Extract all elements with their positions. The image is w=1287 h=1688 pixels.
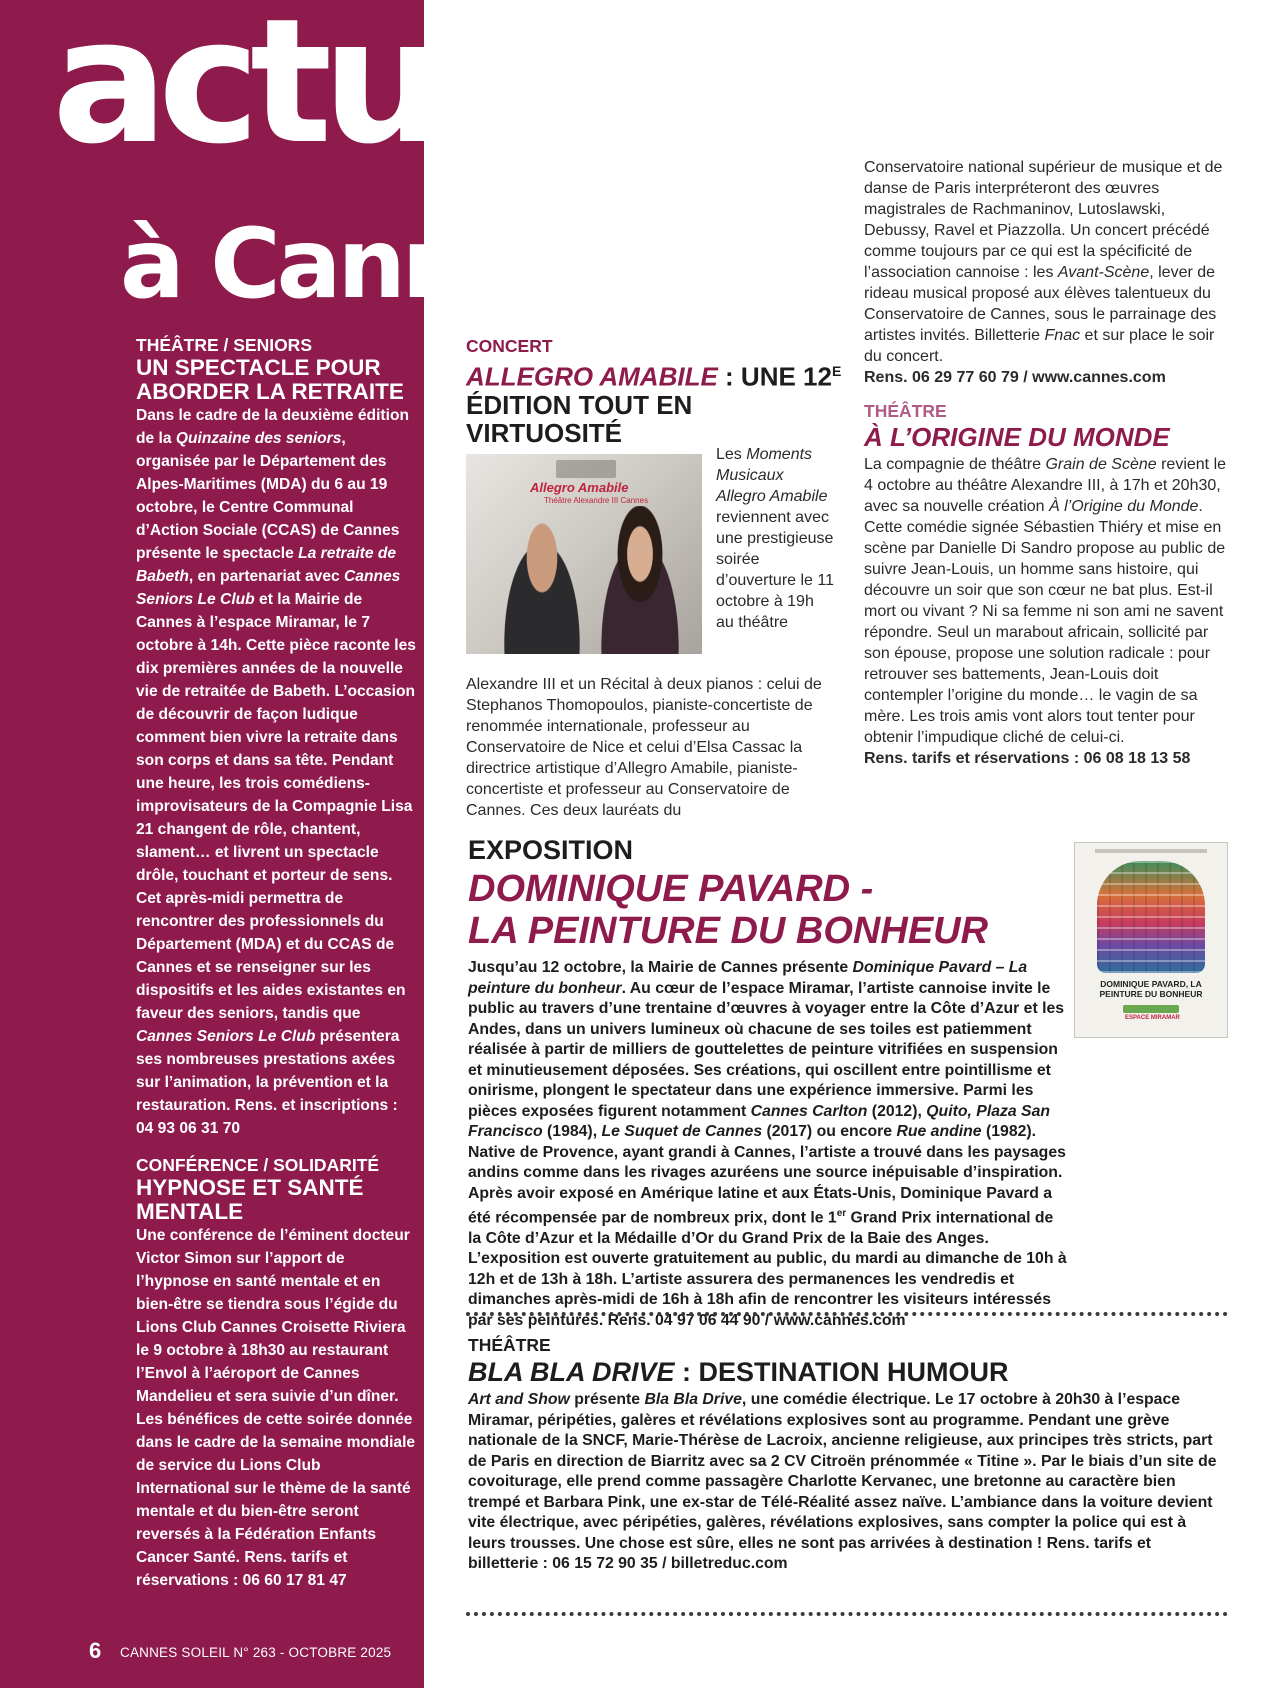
article-title: ALLEGRO AMABILE : UNE $12^E$ ÉDITION TOUT EN VIRTUOSITÉ <box>466 361 842 448</box>
painting-image <box>1097 861 1205 973</box>
logo <box>1123 1005 1179 1013</box>
article-body: Art and Show présente Bla Bla Drive, une comédie électrique. Le 17 octobre à 20h30 à l’espace Miramar, péripéties, galères et révélations explosives sont au programme. Pendant une grève nationale de la SNCF, Marie-Thérèse de Lacroix, ancienne religieuse, aux principes très stricts, part de Paris en direction de Biarritz avec sa 2 CV Citroën prénommée « Titine ». Par le biais d’un site de covoiturage, elle prend comme passagère Charlotte Kervanec, une bretonne au caractère bien trempé et Barbara Pink, une ex-star de Télé-Réalité assez naïve. L’ambiance dans la voiture devient vite électrique, avec péripéties, galères, révélations explosives, sans compter la police qui est à leurs trousses. Une chose est sûre, elles ne sont pas arrivées à destination ! Rens. tarifs et billetterie : 06 15 72 90 35 / billetreduc.com <box>468 1391 1217 1572</box>
article-body: Une conférence de l’éminent docteur Victor Simon sur l’apport de l’hypnose en santé mentale et en bien-être se tiendra sous l’égide du Lions Club Cannes Croisette Riviera le 9 octobre à 18h30 au restaurant l’Envol à l’aéroport de Cannes Mandelieu et sera suivie d’un dîner. Les bénéfices de cette soirée donnée dans le cadre de la semaine mondiale de service du Lions Club International sur le thème de la santé mentale et du bien-être seront reversés à la Fédération Enfants Cancer Santé. Rens. tarifs et réservations : 06 60 17 81 47 <box>136 1227 416 1589</box>
sidebar-article-hypnose <box>136 1154 418 1592</box>
concert-body-cont: Conservatoire national supérieur de musique et de danse de Paris interpréteront des œuvres magistrales de Rachmaninov, Lutoslawski, Debussy, Ravel et Piazzolla. Un concert précédé comme toujours par ce qui est la spécificité de l’association cannoise : les Avant-Scène, lever de rideau musical proposé aux élèves talentueux du Conservatoire de Cannes, sous le parrainage des artistes invités. Billetterie Fnac et sur place le soir du concert. Rens. 06 29 77 60 79 / www.cannes.com <box>864 159 1223 386</box>
sidebar-article-seniors <box>136 334 418 1140</box>
article-kicker: EXPOSITION <box>468 835 634 865</box>
article-kicker: THÉÂTRE <box>864 401 947 421</box>
article-kicker: THÉÂTRE / SENIORS <box>136 335 312 355</box>
article-title: UN SPECTACLE POUR ABORDER LA RETRAITE <box>136 355 404 404</box>
concert-header <box>466 335 846 447</box>
poster-header <box>1095 849 1207 853</box>
expo-header <box>468 834 1068 952</box>
article-title: HYPNOSE ET SANTÉ MENTALE <box>136 1175 364 1224</box>
page-number: 6 <box>89 1638 102 1663</box>
concert-photo <box>466 454 702 654</box>
expo-body-top: Jusqu’au 12 octobre, la Mairie de Cannes présente Dominique Pavard – La peinture du bonheur. Au cœur de l’espace Miramar, l’artiste cannoise invite le public au travers d’une trentaine d’œuvres à voyager entre la Côte d’Azur et les Andes, dans un univers lumineux où chacune de ses toiles est patiemment réalisée à partir de milliers de gouttelettes de peinture vitrifiées en suspension et minutieusement déposées. Ses créations, qui oscillent entre pointillisme et onirisme, plongent le spectateur dans une expérience immersive. Parmi les pièces exposées figurent notamment Cannes Carlton (2012), Quito, Plaza San Francisco (1984), Le Suquet de Cannes (2017) ou encore Rue andine (1982). Native de Provence, ayant grandi à Cannes, l’artiste a trouvé dans les paysages andins comme dans les rivages azuréens une source inépuisable d’inspiration. Après avoir exposé en Amérique latine et aux États-Unis, Dominique Pavard a été récompensée par de nombreux prix, dont le 1er Grand Prix international de la Côte d’Azur et la Médaille d’Or du Grand Prix de la Baie des Anges. L’exposition est ouverte gratuitement au public, du mardi au dimanche de 10h à 12h et de 13h à 18h. L’artiste assurera des permanences les vendredis et dimanches après-midi de 16h à 18h afin de rencontrer les visiteurs intéressés par ses peintures. Rens. 04 97 06 44 90 / www.cannes.com <box>468 959 1067 1329</box>
logo <box>556 460 616 478</box>
poster-title: DOMINIQUE PAVARD, LA PEINTURE DU BONHEUR <box>1099 979 1203 999</box>
article-kicker: THÉÂTRE <box>468 1335 551 1355</box>
theatre-article-origine <box>864 400 1230 769</box>
issue-label: CANNES SOLEIL N° 263 - OCTOBRE 2025 <box>120 1645 392 1660</box>
article-title: À L’ORIGINE DU MONDE <box>864 422 1170 452</box>
photo-subtitle: Théâtre Alexandre III Cannes <box>544 496 649 505</box>
section-divider <box>466 1312 1228 1316</box>
masthead-title: actus <box>52 0 528 182</box>
concert-side-text: Les Moments Musicaux Allegro Amabile reviennent avec une prestigieuse soirée d’ouverture le 11 octobre à 19h au théâtre <box>716 446 834 631</box>
contact-info: Rens. 06 29 77 60 79 / www.cannes.com <box>864 369 1166 386</box>
article-kicker: CONFÉRENCE / SOLIDARITÉ <box>136 1155 380 1175</box>
photo-title: Allegro Amabile <box>530 480 629 495</box>
theatre-article-blabla <box>468 1334 1224 1575</box>
article-body: Dans le cadre de la deuxième édition de la Quinzaine des seniors, organisée par le Département des Alpes-Maritimes (MDA) du 6 au 19 octobre, le Centre Communal d’Action Sociale (CCAS) de Cannes présente le spectacle La retraite de Babeth, en partenariat avec Cannes Seniors Le Club et la Mairie de Cannes à l’espace Miramar, le 7 octobre à 14h. Cette pièce raconte les dix premières années de la nouvelle vie de retraitée de Babeth. L’occasion de découvrir de façon ludique comment bien vivre la retraite dans son corps et dans sa tête. Pendant une heure, les trois comédiens-improvisateurs de la Compagnie Lisa 21 changent de rôle, chantent, slament… et livrent un spectacle drôle, touchant et porteur de sens. Cet après-midi permettra de rencontrer des professionnels du Département (MDA) et du CCAS de Cannes et se renseigner sur les dispositifs et les aides existantes en faveur des seniors, tandis que Cannes Seniors Le Club présentera ses nombreuses prestations axées sur l’animation, la prévention et la restauration. Rens. et inscriptions : 04 93 06 31 70 <box>136 407 416 1137</box>
pianist-portrait <box>494 516 590 654</box>
article-title: BLA BLA DRIVE : DESTINATION HUMOUR <box>468 1357 1009 1387</box>
masthead-subtitle: à Cannes <box>120 208 581 320</box>
poster-venue: ESPACE MIRAMAR <box>1125 1015 1180 1021</box>
pianist-portrait <box>588 506 692 654</box>
expo-poster <box>1074 842 1228 1038</box>
contact-info: Rens. tarifs et réservations : 06 08 18 13 58 <box>864 750 1191 767</box>
article-title: DOMINIQUE PAVARD - LA PEINTURE DU BONHEUR <box>468 868 989 952</box>
article-body: La compagnie de théâtre Grain de Scène revient le 4 octobre au théâtre Alexandre III, à 17h et 20h30, avec sa nouvelle création À l’Origine du Monde. Cette comédie signée Sébastien Thiéry et mise en scène par Danielle Di Sandro propose au public de suivre Jean-Louis, un homme sans histoire, qui découvre un soir que son cœur ne bat plus. Est-il mort ou vivant ? Ni sa femme ni son ami ne savent répondre. Seul un marabout africain, sollicité par son épouse, propose une solution radicale : pour retrouver ses battements, Jean-Louis doit contempler l’origine du monde… le vagin de sa mère. Les trois amis vont alors tout tenter pour obtenir l’impudique cliché de celui-ci. Rens. tarifs et réservations : 06 08 18 13 58 <box>864 456 1227 767</box>
concert-body: Alexandre III et un Récital à deux pianos : celui de Stephanos Thomopoulos, pianiste-concertiste de renommée internationale, professeur au Conservatoire de Nice et celui d’Elsa Cassac la directrice artistique d’Allegro Amabile, pianiste-concertiste et professeur au Conservatoire de Cannes. Ces deux lauréats du <box>466 676 822 819</box>
article-kicker: CONCERT <box>466 336 553 356</box>
section-divider <box>466 1612 1228 1616</box>
